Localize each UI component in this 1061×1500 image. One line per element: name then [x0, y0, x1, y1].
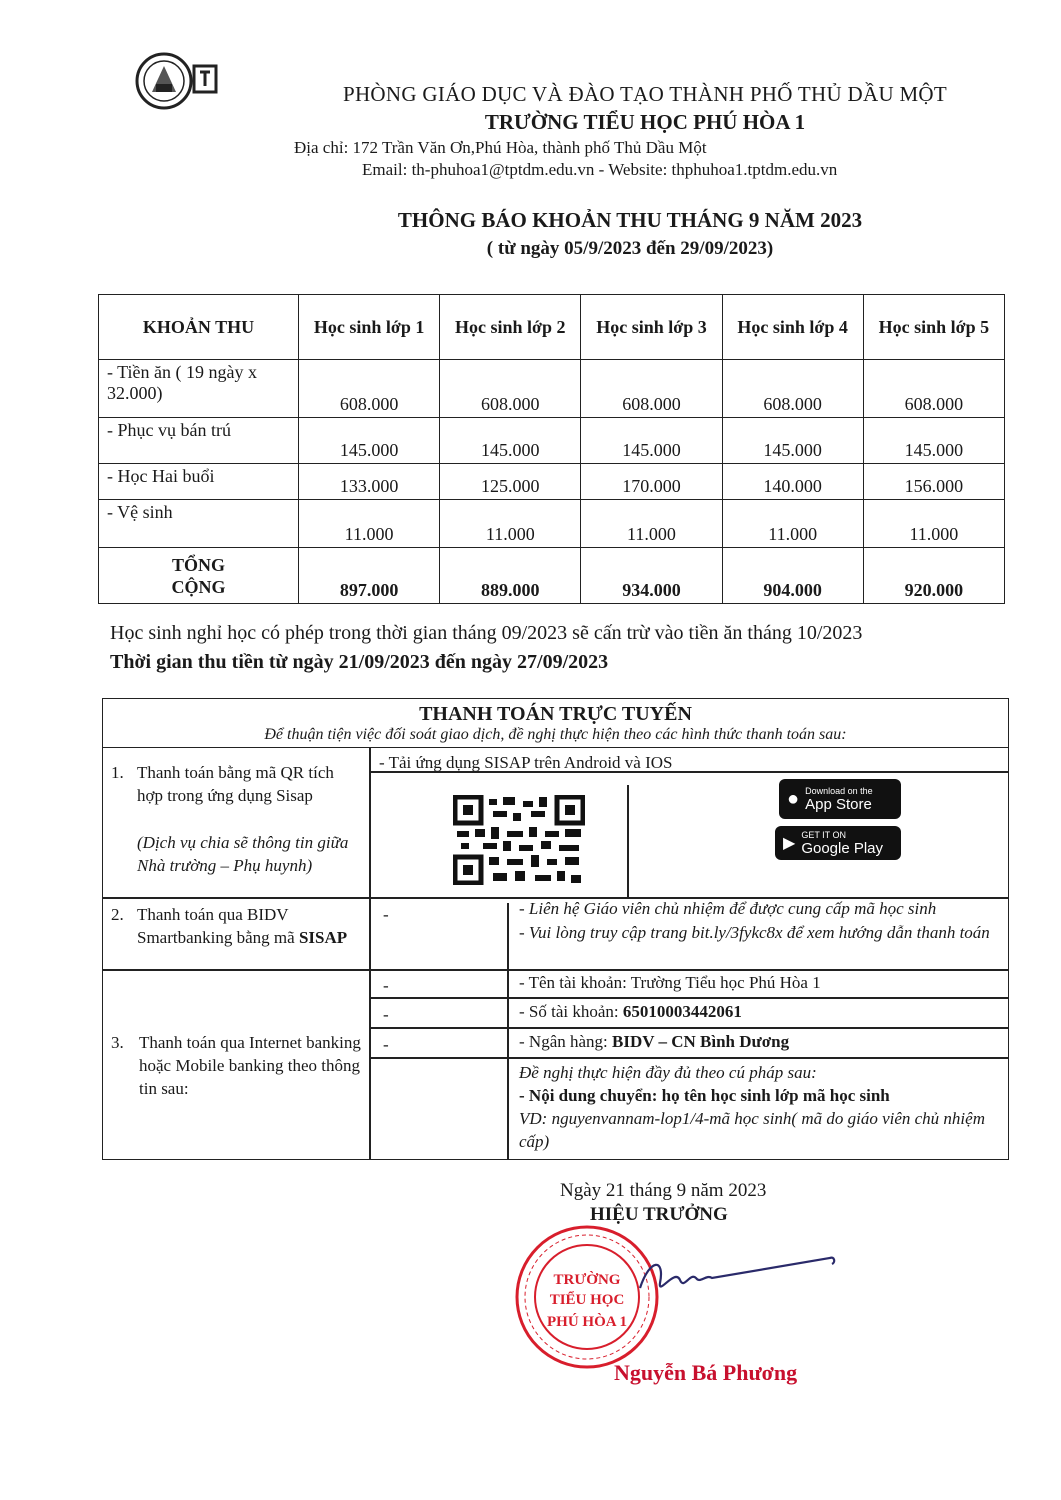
- total-value: 934.000: [581, 548, 722, 604]
- transfer-content-value: họ tên học sinh lớp mã học sinh: [661, 1086, 890, 1105]
- cell-value: 11.000: [440, 500, 581, 548]
- method2-dash: -: [383, 905, 389, 924]
- school-contact: Email: th-phuhoa1@tptdm.edu.vn - Website: thphuhoa1.tptdm.edu.vn: [362, 160, 838, 179]
- header-cell: Học sinh lớp 1: [299, 295, 440, 360]
- cell-value: 125.000: [440, 464, 581, 500]
- signature-title: HIỆU TRƯỞNG: [590, 1204, 728, 1225]
- qr-code[interactable]: [453, 795, 585, 885]
- method2-text: [137, 903, 357, 949]
- payment-section: [102, 698, 1009, 1160]
- cell-value: 133.000: [299, 464, 440, 500]
- appstore-big-text: App Store: [805, 795, 872, 813]
- school-address: Địa chỉ: 172 Trần Văn Ơn,Phú Hòa, thành phố Thủ Dầu Một: [294, 138, 707, 157]
- method3-text: Thanh toán qua Internet banking hoặc Mobile banking theo thông tin sau:: [139, 1033, 361, 1098]
- transfer-example: VD: nguyenvannam-lop1/4-mã học sinh( mã do giáo viên chủ nhiệm cấp): [519, 1109, 985, 1151]
- method3-dash: -: [383, 976, 389, 995]
- total-value: 904.000: [722, 548, 863, 604]
- school-logo: [134, 44, 226, 118]
- table-row: [99, 418, 1005, 464]
- header-cell: Học sinh lớp 3: [581, 295, 722, 360]
- method3-number: 3.: [111, 1033, 124, 1052]
- method1-text: Thanh toán bằng mã QR tích hợp trong ứng dụng Sisap: [137, 763, 334, 805]
- divider: [369, 997, 1008, 999]
- method1-number: 1.: [111, 763, 124, 782]
- bank-name: [519, 1030, 789, 1053]
- header-cell: Học sinh lớp 5: [863, 295, 1004, 360]
- header-cell: KHOẢN THU: [99, 295, 299, 360]
- transfer-content: [519, 1084, 890, 1107]
- cell-value: 608.000: [581, 360, 722, 418]
- cell-value: 145.000: [581, 418, 722, 464]
- cell-value: 608.000: [299, 360, 440, 418]
- total-row: [99, 548, 1005, 604]
- google-play-badge[interactable]: [775, 826, 901, 860]
- notice-period: ( từ ngày 05/9/2023 đến 29/09/2023): [486, 238, 774, 259]
- divider: [627, 785, 629, 897]
- header-cell: Học sinh lớp 2: [440, 295, 581, 360]
- bank-value: BIDV – CN Bình Dương: [612, 1032, 790, 1051]
- method2-code: SISAP: [298, 928, 348, 947]
- method2-number: 2.: [111, 905, 124, 924]
- cell-value: 608.000: [440, 360, 581, 418]
- row-label: - Học Hai buổi: [99, 464, 299, 500]
- method2-line2: - Vui lòng truy cập trang bit.ly/3fykc8x để xem hướng dẫn thanh toán: [519, 923, 990, 942]
- fee-table: [98, 294, 1005, 604]
- account-name: [519, 971, 821, 994]
- cell-value: 145.000: [440, 418, 581, 464]
- stamp-line3: PHÚ HÒA 1: [546, 1314, 628, 1330]
- table-row: [99, 464, 1005, 500]
- payment-header: [103, 699, 1008, 748]
- table-row: [99, 360, 1005, 418]
- account-name-label: - Tên tài khoản:: [519, 973, 631, 992]
- app-store-badge[interactable]: [779, 779, 901, 819]
- absence-note: Học sinh nghỉ học có phép trong thời gian tháng 09/2023 sẽ cấn trừ vào tiền ăn tháng 10/2023: [110, 622, 863, 644]
- method3-dash: -: [383, 1005, 389, 1024]
- cell-value: 145.000: [722, 418, 863, 464]
- row-label: - Phục vụ bán trú: [99, 418, 299, 464]
- total-value: 897.000: [299, 548, 440, 604]
- notice-title: THÔNG BÁO KHOẢN THU THÁNG 9 NĂM 2023: [397, 208, 863, 232]
- table-row: [99, 500, 1005, 548]
- collection-time: Thời gian thu tiền từ ngày 21/09/2023 đến ngày 27/09/2023: [110, 651, 609, 673]
- cell-value: 140.000: [722, 464, 863, 500]
- principal-name: Nguyễn Bá Phương: [614, 1360, 798, 1385]
- cell-value: 156.000: [863, 464, 1004, 500]
- googleplay-small-text: GET IT ON: [801, 829, 846, 840]
- cell-value: 145.000: [299, 418, 440, 464]
- play-icon: ▶: [783, 835, 796, 852]
- total-value: 920.000: [863, 548, 1004, 604]
- cell-value: 11.000: [581, 500, 722, 548]
- account-number-label: - Số tài khoản:: [519, 1002, 623, 1021]
- account-name-value: Trường Tiểu học Phú Hòa 1: [630, 973, 821, 992]
- department-name: PHÒNG GIÁO DỤC VÀ ĐÀO TẠO THÀNH PHỐ THỦ DẦU MỘT: [342, 82, 948, 106]
- row-label: - Tiền ăn ( 19 ngày x 32.000): [99, 360, 299, 418]
- divider: [507, 903, 509, 1159]
- cell-value: 11.000: [863, 500, 1004, 548]
- total-value: 889.000: [440, 548, 581, 604]
- fee-table-header-row: [99, 295, 1005, 360]
- cell-value: 170.000: [581, 464, 722, 500]
- method2-line1: - Liên hệ Giáo viên chủ nhiệm để được cung cấp mã học sinh: [519, 899, 937, 918]
- payment-title: THANH TOÁN TRỰC TUYẾN: [419, 703, 692, 725]
- stamp-line1: TRƯỜNG: [553, 1272, 621, 1288]
- transfer-content-label: - Nội dung chuyển:: [519, 1086, 662, 1105]
- divider: [369, 1057, 1008, 1059]
- cell-value: 11.000: [299, 500, 440, 548]
- payment-subtitle: Để thuận tiện việc đối soát giao dịch, đề nghị thực hiện theo các hình thức thanh toán sau:: [264, 726, 847, 743]
- divider: [369, 747, 371, 1159]
- header-cell: Học sinh lớp 4: [722, 295, 863, 360]
- apple-icon: ●: [787, 787, 800, 810]
- account-number: [519, 1000, 742, 1023]
- cell-value: 11.000: [722, 500, 863, 548]
- method2-text-pre: Thanh toán qua BIDV Smartbanking bằng mã: [137, 905, 299, 947]
- total-label: TỔNG CỘNG: [99, 548, 299, 604]
- signature-date: Ngày 21 tháng 9 năm 2023: [560, 1180, 767, 1201]
- divider: [369, 1027, 1008, 1029]
- method1-instruction: - Tải ứng dụng SISAP trên Android và IOS: [379, 753, 673, 772]
- cell-value: 608.000: [863, 360, 1004, 418]
- googleplay-big-text: Google Play: [801, 839, 884, 857]
- stamp-line2: TIỂU HỌC: [549, 1292, 625, 1308]
- handwritten-signature: [620, 1248, 850, 1318]
- syntax-note: Đề nghị thực hiện đầy đủ theo cú pháp sau:: [519, 1063, 817, 1082]
- bank-label: - Ngân hàng:: [519, 1032, 613, 1051]
- method3-dash: -: [383, 1035, 389, 1054]
- appstore-small-text: Download on the: [805, 785, 873, 796]
- account-number-value: 65010003442061: [622, 1002, 742, 1021]
- row-label: - Vệ sinh: [99, 500, 299, 548]
- method1-note: (Dịch vụ chia sẽ thông tin giữa Nhà trường – Phụ huynh): [137, 833, 349, 875]
- school-name: TRƯỜNG TIỂU HỌC PHÚ HÒA 1: [484, 110, 806, 134]
- cell-value: 608.000: [722, 360, 863, 418]
- cell-value: 145.000: [863, 418, 1004, 464]
